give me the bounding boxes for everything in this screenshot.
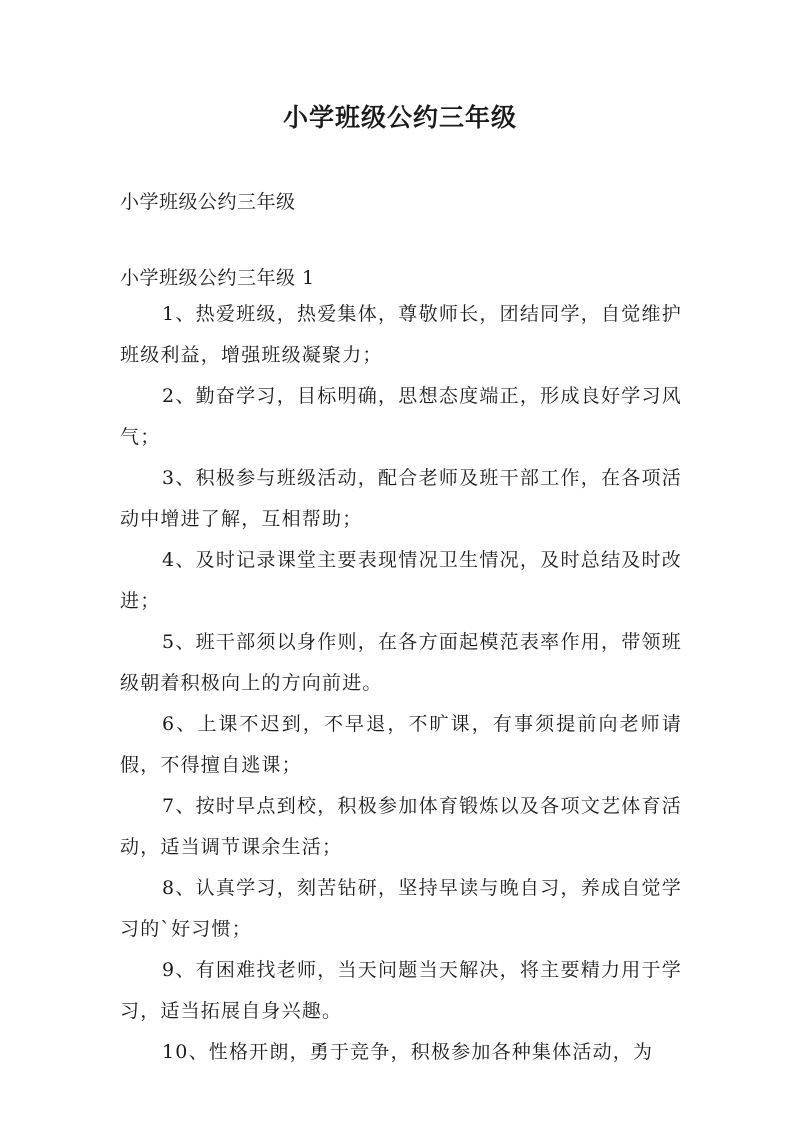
rule-item-9: 9、有困难找老师，当天问题当天解决，将主要精力用于学习，适当拓展自身兴趣。 bbox=[120, 959, 682, 1022]
rule-item-8: 8、认真学习，刻苦钻研，坚持早读与晚自习，养成自觉学习的`好习惯； bbox=[120, 877, 682, 940]
rule-item-6: 6、上课不迟到，不早退，不旷课，有事须提前向老师请假，不得擅自逃课； bbox=[120, 713, 682, 776]
rule-item-1: 1、热爱班级，热爱集体，尊敬师长，团结同学，自觉维护班级利益，增强班级凝聚力； bbox=[120, 303, 682, 366]
document-subtitle: 小学班级公约三年级 bbox=[120, 191, 296, 213]
rule-item-7: 7、按时早点到校，积极参加体育锻炼以及各项文艺体育活动，适当调节课余生活； bbox=[120, 795, 682, 858]
rule-item-10: 10、性格开朗，勇于竞争，积极参加各种集体活动，为 bbox=[162, 1041, 654, 1063]
rule-item-5: 5、班干部须以身作则，在各方面起模范表率作用，带领班级朝着积极向上的方向前进。 bbox=[120, 631, 682, 694]
rule-item-2: 2、勤奋学习，目标明确，思想态度端正，形成良好学习风气； bbox=[120, 385, 682, 448]
section-heading: 小学班级公约三年级 1 bbox=[120, 267, 315, 289]
rules-list bbox=[120, 294, 682, 1073]
rule-item-4: 4、及时记录课堂主要表现情况卫生情况，及时总结及时改进； bbox=[120, 549, 682, 612]
document-title: 小学班级公约三年级 bbox=[282, 103, 517, 132]
rule-item-3: 3、积极参与班级活动，配合老师及班干部工作，在各项活动中增进了解，互相帮助； bbox=[120, 467, 682, 530]
